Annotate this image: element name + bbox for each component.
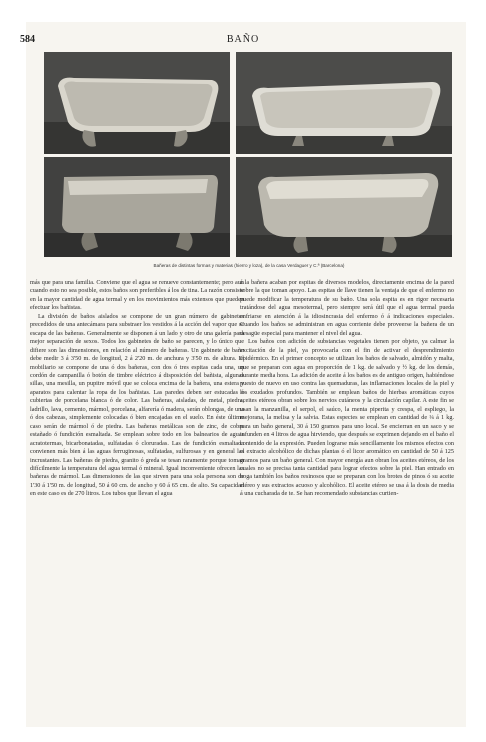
paragraph: á la bañera acaban por espitas de diversos modelos, directamente encima de la pared sobre la que toman apoyo. Las espitas de llave tienen la ventaja de que el enfermo no puede modificar la temperatura de su baño. Una sola espita es en rigor necesaria tratándose del agua mesotermal, pero siempre será útil que el agua termal pueda enfriarse en atención á la idiosincrasia del enfermo ó á indicaciones especiales. Cuando los baños se administran en agua corriente debe proveerse la bañera de un desagüe especial para mantener el nivel del agua.	[240, 279, 454, 337]
running-title: BAÑO	[226, 34, 260, 45]
bathtub-illustration	[44, 157, 230, 257]
page-number: 584	[20, 34, 35, 45]
paragraph: La división de baños aislados se compone de un gran número de gabinetes precedidos de una antecámara para substraer los vestidos á la acción del vapor que se escapa de las bañeras. Generalmente se disponen á un lado y otro de una galería para mejor separación de sexos. Todos los gabinetes de baño se parecen, y lo único que difiere son las dimensiones, en relación al número de bañeras. Un gabinete de baño debe medir 3 á 3'50 m. de longitud, 2 á 2'20 m. de anchura y 3'50 m. de altura. El mobiliario se compone de una ó dos bañeras, con dos ó tres espitas cada una, un cordón de campanilla ó botón de timbre eléctrico á disposición del bañista, algunas sillas, una mesilla, un pupitre móvil que se coloca encima de la bañera, una estera y aparatos para calentar la ropa de los bañistas. Las paredes deben ser estucadas ó cubiertas de porcelana blanca ó de color. Las bañeras, aisladas, de metal, piedra, ladrillo, lava, cemento, mármol, porcelana, alfarería ó madera, serán oblongas, de una ó dos cabezas, simplemente colocadas ó bien encajadas en el suelo. En éste último caso serán de mármol ó de piedra. Las bañeras metálicas son de zinc, de cobre estañado ó fundición esmaltada. Se emplean sobre todo en los balnearios de aguas acratotermas, bicarbonatadas, sulfatadas ó cloruradas. Las de fundición esmaltada convienen más bien á las aguas ferruginosas, sulfatadas, sulfurosas y en general las incrustantes. Las bañeras de piedra, granito ó greda se tesan raramente porque toman difícilmente la temperatura del agua termal ó mineral. Igual inconveniente ofrecen las bañeras de mármol. Las dimensiones de las que sirven para una sola persona son de 1'30 á 1'50 m. de longitud, 50 á 60 cm. de ancho y 60 á 65 cm. de alto. Su capacidad en este caso es de 270 litros. Los tubos que llevan el agua	[30, 312, 244, 498]
text-column-right	[240, 279, 454, 499]
figure-bathtub-oval-ornate	[236, 157, 452, 257]
bathtub-illustration	[236, 157, 452, 257]
figure-bathtub-rectangular-feet	[44, 157, 230, 257]
bathtub-illustration	[44, 52, 230, 154]
paragraph: Los baños con adición de substancias vegetales tienen por objeto, ya calmar la excitación de la piel, ya provocarla con el fin de activar el desprendimiento epidérmico. En el primer concepto se utilizan los baños de salvado, almidón y malta, que se preparan con agua en proporción de 1 kg. de salvado y ½ kg. de los demás, durante media hora. La adición de aceite á los baños es de antiguo origen, habiéndose puesto de nuevo en uso contra las quemaduras, las inflamaciones locales de la piel y los exudados profundos. También se emplean baños de hierbas aromáticas cuyos aceites etéreos obran sobre los nervios cutáneos y la circulación capilar. A este fin se usan la manzanilla, el serpol, el saúco, la menta piperita y crespa, el espliego, la mejorana, la melisa y la salvia. Estas especies se emplean en cantidad de ¼ á 1 kg. para un baño general, 30 á 150 gramos para uno local. Se encierran en un saco y se infunden en 4 litros de agua hirviendo, que después se exprimen dejando en el baño el contenido de la expresión. Pueden lograrse más sencillamente los mismos efectos con el extracto alcohólico de dichas plantas ó el licor aromático en cantidad de 50 á 125 gramos para un baño general. Con mayor energía aun obran los aceites etéreos, de los cuales no se precisa tanta cantidad para lograr efectos sobre la piel. Han entrado en boga también los baños resinosos que se preparan con los brotes de pinos ó su aceite etéreo y sus extractos acuoso y alcohólico. El aceite etéreo se usa á la dosis de media á una cucharada de te. Se han recomendado substancias curtien-	[240, 338, 454, 498]
bathtub-illustration	[236, 52, 452, 154]
text-column-left	[30, 279, 244, 499]
paragraph: más que para una familia. Conviene que el agua se renueve constantemente; pero aun cuando esto no sea posible, estos baños son preferibles á los de tina. La razón consiste en la mayor cantidad de agua termal y en los movimientos más extensos que pueden efectuar los bañistas.	[30, 279, 244, 312]
figure-bathtub-light-enamel	[236, 52, 452, 154]
figure-caption: Bañeras de distintas formas y materias (hierro y loza), de la casa Verdaguer y C.ª (Barcelona)	[153, 263, 345, 268]
figure-bathtub-clawfoot-dark	[44, 52, 230, 154]
